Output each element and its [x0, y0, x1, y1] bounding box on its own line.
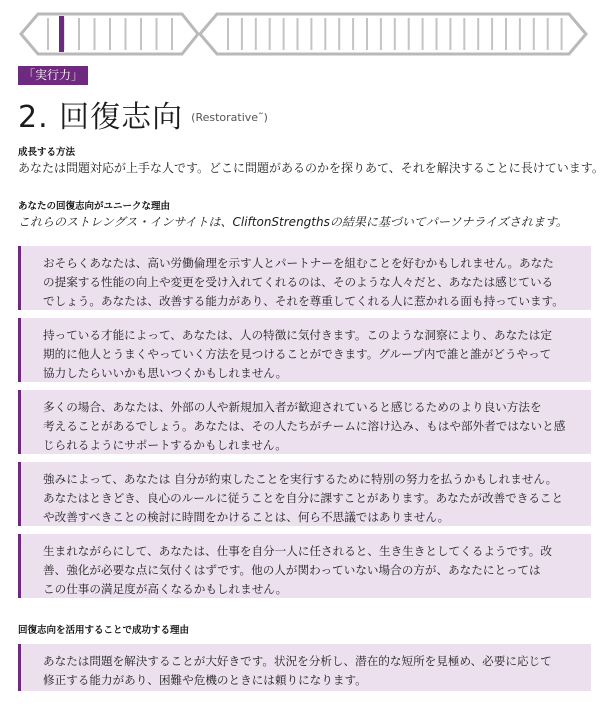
insight-line: この仕事の満足度が高くなるかもしれません。	[43, 582, 288, 596]
page-title	[18, 92, 268, 136]
rank-marker	[59, 16, 64, 52]
insight-line: おそらくあなたは、高い労働倫理を示す人とパートナーを組むことを好むかもしれません。あなた	[43, 256, 554, 270]
insight-line: や改善すべきことの検討に時間をかけることは、何ら不思議ではありません。	[43, 510, 450, 524]
success-heading: 回復志向を活用することで成功する理由	[18, 625, 190, 636]
insight-box	[18, 390, 591, 454]
category-tag: 「実行力」	[18, 66, 88, 85]
theme-title: 2. 回復志向	[18, 100, 184, 135]
unique-intro: これらのストレングス・インサイトは、CliftonStrengthsの結果に基づいてパーソナライズされます。	[18, 215, 568, 229]
growth-text: あなたは問題対応が上手な人です。どこに問題があるのかを探りあて、それを解決することに長けています。	[18, 161, 604, 175]
success-line: 修正する能力があり、困難や危機のときには頼りになります。	[43, 673, 367, 687]
insight-line: 善、強化が必要な点に気付くはずです。他の人が関わっていない場合の方が、あなたにとっては	[43, 563, 541, 577]
unique-heading: あなたの回復志向がユニークな理由	[18, 201, 171, 212]
insight-line: 持っている才能によって、あなたは、人の特徴に気付きます。このような洞察により、あなたは定	[43, 328, 552, 342]
insight-box	[18, 318, 591, 382]
insight-line: 考えることがあるでしょう。あなたは、その人たちがチームに溶け込み、もはや部外者ではないと感	[43, 419, 566, 433]
insight-line: でしょう。あなたは、改善する能力があり、それを尊重してくれる人に惹かれる面も持っています。	[43, 294, 564, 308]
theme-rank-ribbon	[18, 12, 590, 56]
insight-box	[18, 246, 591, 310]
insight-line: 生まれながらにして、あなたは、仕事を自分一人に任されると、生き生きとしてくるようです。改	[43, 544, 552, 558]
insight-line: 協力したらいいかも思いつくかもしれません。	[43, 366, 288, 380]
insight-box	[18, 462, 591, 526]
insight-line: 多くの場合、あなたは、外部の人や新規加入者が歓迎されていると感じるためのより良い方法を	[43, 400, 542, 414]
growth-heading: 成長する方法	[18, 147, 76, 158]
insight-line: の提案する性能の向上や変更を受け入れてくれるのは、そのような人々だと、あなたは感じている	[43, 275, 554, 289]
insight-line: 期的に他人とうまくやっていく方法を見つけることができます。グループ内で誰と誰がどうやって	[43, 347, 552, 361]
insight-line: あなたはときどき、良心のルールに従うことを自分に課すことがあります。あなたが改善できること	[43, 491, 564, 505]
insight-line: じられるようにサポートするかもしれません。	[43, 438, 287, 452]
success-box	[18, 644, 591, 691]
success-line: あなたは問題を解決することが大好きです。状況を分析し、潜在的な短所を見極め、必要に応じて	[43, 654, 552, 668]
theme-english-name: (Restorative˜)	[191, 111, 268, 124]
insight-box	[18, 534, 591, 598]
insight-line: 強みによって、あなたは 自分が約束したことを実行するために特別の努力を払うかもしれません。	[43, 472, 558, 486]
